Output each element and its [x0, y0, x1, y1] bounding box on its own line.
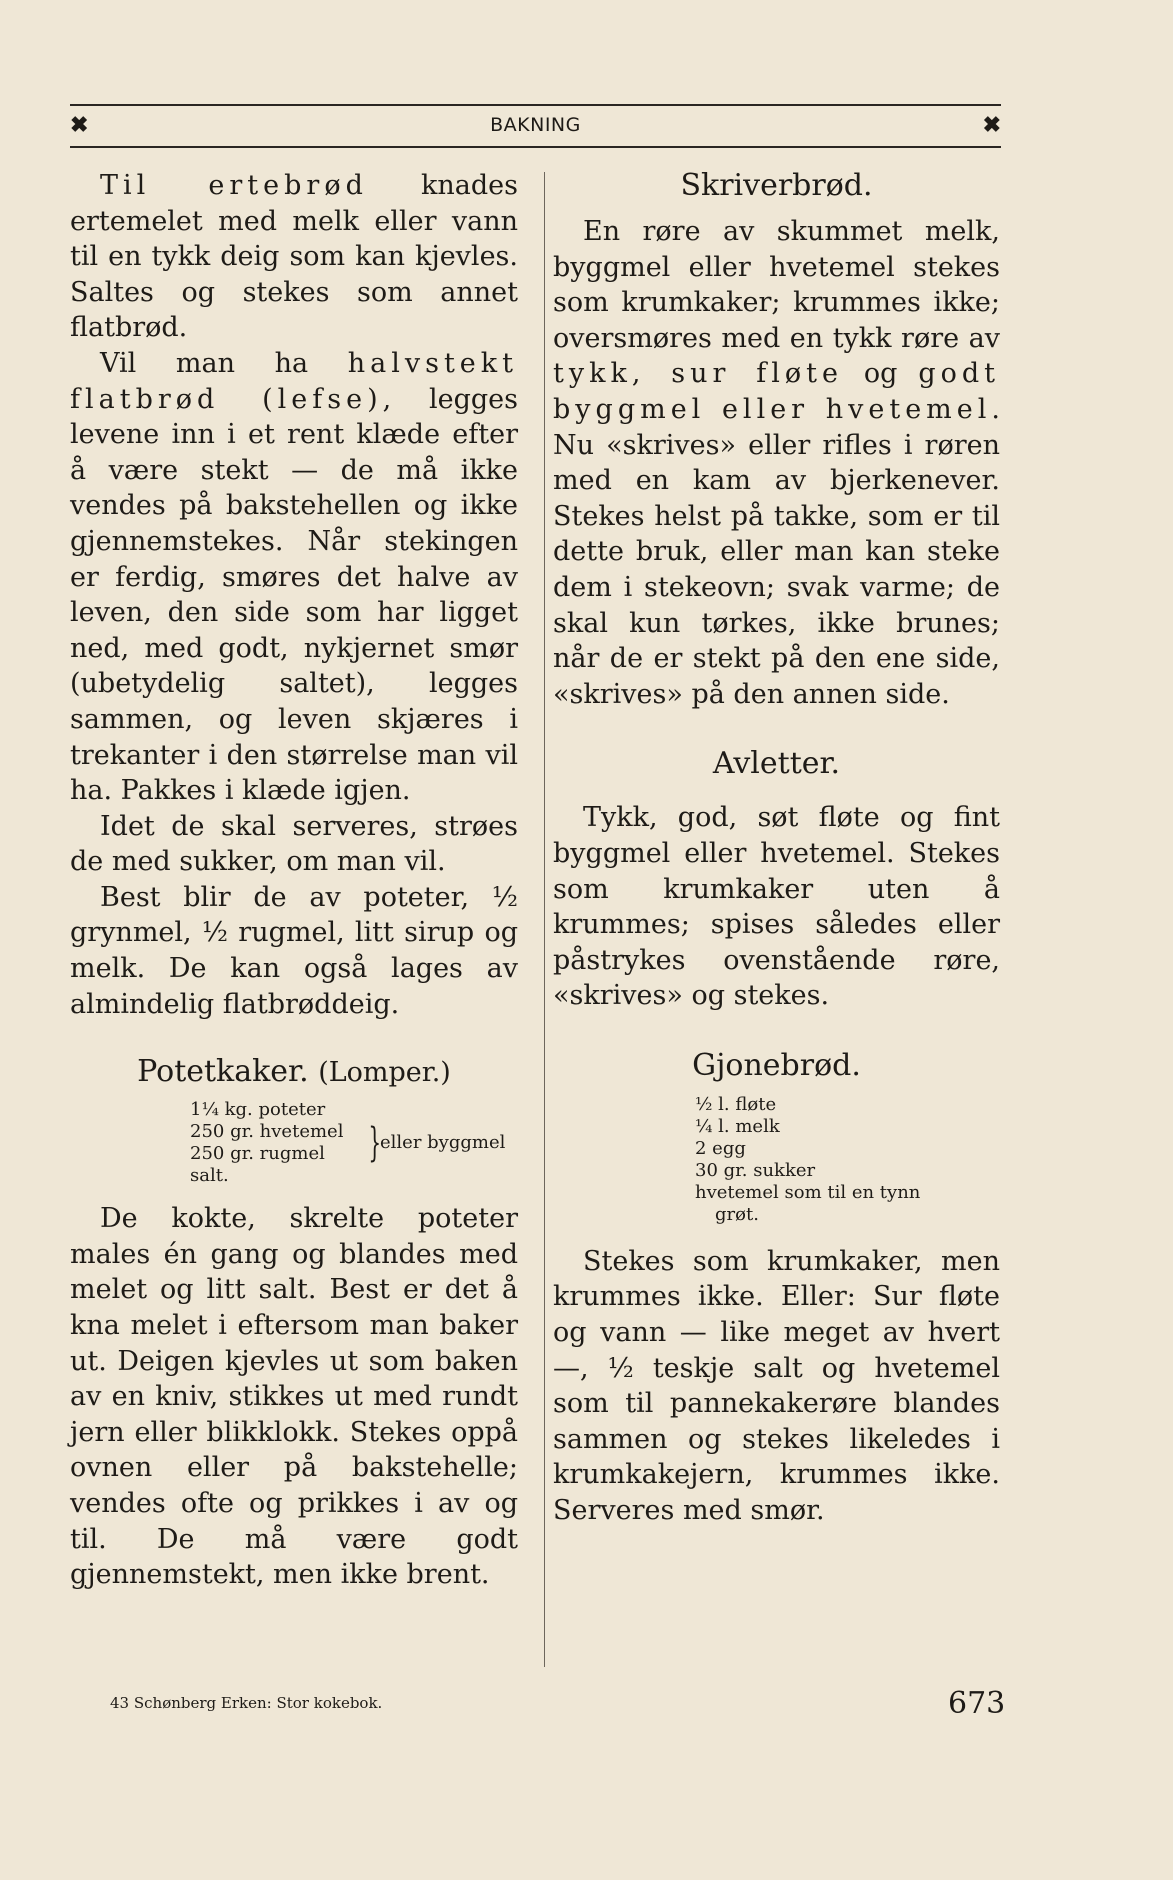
paragraph-text: En røre av skummet melk, byggmel eller hvetemel stekes som krumkaker; krummes ikke; oversmøres med en tykk røre av	[553, 216, 1000, 354]
ingredient: ¼ l. melk	[695, 1115, 780, 1137]
recipe-title: Potetkaker.	[137, 1054, 309, 1090]
spaced-term: Til ertebrød	[100, 170, 368, 201]
ornament-icon: ✖	[982, 112, 1001, 138]
recipe-heading: Avletter.	[712, 746, 841, 782]
ingredient-list	[190, 1099, 518, 1187]
ingredient: ½ l. fløte	[695, 1093, 777, 1115]
paragraph	[70, 168, 518, 346]
ingredient-list	[695, 1094, 1000, 1226]
brace-icon: }	[368, 1120, 382, 1167]
recipe-heading: Skriverbrød.	[680, 168, 873, 203]
spaced-term: tykk, sur fløte	[553, 358, 844, 390]
ingredient: hvetemel som til en tynn	[695, 1181, 921, 1203]
running-title: BAKNING	[490, 114, 581, 136]
paragraph: Best blir de av poteter, ½ grynmel, ½ rugmel, litt sirup og melk. De kan også lages av almindelig flatbrøddeig.	[70, 881, 518, 1020]
spaced-term: halvstekt flatbrød (lefse)	[70, 347, 518, 415]
spaced-term: godt byggmel eller hvetemel	[553, 358, 1000, 425]
ingredient: 250 gr. hvetemel	[190, 1121, 344, 1143]
ornament-icon: ✖	[70, 112, 89, 138]
paragraph: Tykk, god, søt fløte og fint byggmel eller hvetemel. Stekes som krumkaker uten å krummes; spises således eller påstrykes ovenstående røre, «skrives» og stekes.	[553, 802, 1000, 1012]
paragraph	[70, 346, 518, 809]
ingredient: grøt.	[715, 1203, 759, 1225]
recipe-subtitle: (Lomper.)	[318, 1057, 451, 1089]
column-divider	[544, 172, 545, 1667]
ingredient: 30 gr. sukker	[695, 1159, 816, 1181]
page-number: 673	[948, 1686, 1006, 1721]
printer-signature: 43 Schønberg Erken: Stor kokebok.	[110, 1694, 383, 1712]
ingredient: 2 egg	[695, 1137, 746, 1159]
paragraph: Stekes som krumkaker, men krummes ikke. Eller: Sur fløte og vann — like meget av hvert —, ½ teskje salt og hvetemel som til pannekakerøre blandes sammen og stekes likeledes i krumkakejern, krummes ikke. Serveres med smør.	[553, 1245, 1000, 1527]
paragraph	[553, 214, 1000, 712]
paragraph-text: . Nu «skrives» eller rifles i røren med en kam av bjerkenever. Stekes helst på takke, som er til dette bruk, eller man kan steke dem i stekeovn; svak varme; de skal kun tørkes, ikke brunes; når de er stekt på den ene side, «skrives» på den annen side.	[553, 393, 1000, 710]
ingredient: salt.	[190, 1165, 229, 1187]
paragraph-text: Vil man ha	[100, 347, 348, 379]
paragraph-text: og	[843, 358, 919, 390]
paragraph-text: knades ertemelet med melk eller vann til en tykk deig som kan kjevles. Saltes og stekes som annet flatbrød.	[70, 170, 518, 344]
right-column	[553, 168, 1000, 1529]
left-column	[70, 168, 518, 1593]
running-header	[70, 104, 1001, 148]
paragraph-text: , legges levene inn i et rent klæde efter å være stekt — de må ikke vendes på bakstehellen og ikke gjennemstekes. Når stekingen er ferdig, smøres det halve av leven, den side som har ligget ned, med godt, nykjernet smør (ubetydelig saltet), legges sammen, og leven skjæres i trekanter i den størrelse man vil ha. Pakkes i klæde igjen.	[70, 383, 518, 807]
paragraph: De kokte, skrelte poteter males én gang og blandes med melet og litt salt. Best er det å kna melet i eftersom man baker ut. Deigen kjevles ut som baken av en kniv, stikkes ut med rundt jern eller blikklokk. Stekes oppå ovnen eller på bakstehelle; vendes ofte og prikkes i av og til. De må være godt gjennemstekt, men ikke brent.	[70, 1203, 518, 1591]
ingredient-group	[190, 1121, 518, 1165]
ingredient: 1¼ kg. poteter	[190, 1099, 326, 1121]
recipe-heading	[70, 1054, 518, 1091]
paragraph: Idet de skal serveres, strøes de med sukker, om man vil.	[70, 810, 518, 878]
ingredient: 250 gr. rugmel	[190, 1143, 325, 1165]
ingredient-alternative: eller byggmel	[380, 1132, 506, 1154]
recipe-heading: Gjonebrød.	[692, 1047, 861, 1083]
